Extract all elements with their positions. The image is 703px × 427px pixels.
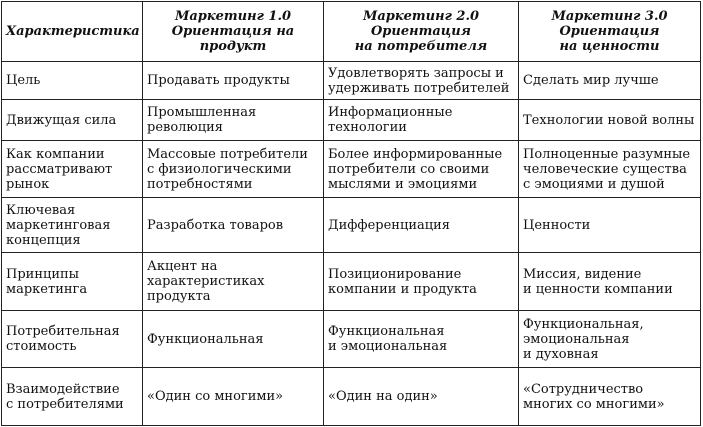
row-label: Ключевая маркетинговая концепция bbox=[2, 198, 143, 253]
table-cell: Информационные технологии bbox=[324, 100, 519, 141]
table-row bbox=[2, 253, 701, 311]
row-label: Взаимодействие с потребителями bbox=[2, 368, 143, 426]
table-row bbox=[2, 141, 701, 198]
header-marketing-3: Маркетинг 3.0 Ориентация на ценности bbox=[519, 2, 701, 62]
table-row bbox=[2, 368, 701, 426]
table-row bbox=[2, 198, 701, 253]
row-label: Потребительная стоимость bbox=[2, 311, 143, 368]
table-cell: Позиционирование компании и продукта bbox=[324, 253, 519, 311]
table-cell: Сделать мир лучше bbox=[519, 62, 701, 100]
table-cell: Функциональная bbox=[143, 311, 324, 368]
table-cell: Миссия, видение и ценности компании bbox=[519, 253, 701, 311]
table-cell: Дифференциация bbox=[324, 198, 519, 253]
marketing-comparison-table bbox=[1, 1, 701, 426]
table-cell: Функциональная, эмоциональная и духовная bbox=[519, 311, 701, 368]
table-cell: Промышленная революция bbox=[143, 100, 324, 141]
table-cell: Более информированные потребители со своими мыслями и эмоциями bbox=[324, 141, 519, 198]
table-row bbox=[2, 100, 701, 141]
table-cell: «Один на один» bbox=[324, 368, 519, 426]
table-row bbox=[2, 62, 701, 100]
table-cell: Разработка товаров bbox=[143, 198, 324, 253]
table-cell: «Один со многими» bbox=[143, 368, 324, 426]
header-marketing-1: Маркетинг 1.0 Ориентация на продукт bbox=[143, 2, 324, 62]
row-label: Принципы маркетинга bbox=[2, 253, 143, 311]
table-cell: «Сотрудничество многих со многими» bbox=[519, 368, 701, 426]
table-cell: Продавать продукты bbox=[143, 62, 324, 100]
table-cell: Удовлетворять запросы и удерживать потребителей bbox=[324, 62, 519, 100]
header-marketing-2: Маркетинг 2.0 Ориентация на потребителя bbox=[324, 2, 519, 62]
table-cell: Полноценные разумные человеческие существа с эмоциями и душой bbox=[519, 141, 701, 198]
row-label: Как компании рассматривают рынок bbox=[2, 141, 143, 198]
table-cell: Массовые потребители с физиологическими потребностями bbox=[143, 141, 324, 198]
table-cell: Акцент на характеристиках продукта bbox=[143, 253, 324, 311]
table-cell: Функциональная и эмоциональная bbox=[324, 311, 519, 368]
table-row bbox=[2, 311, 701, 368]
row-label: Движущая сила bbox=[2, 100, 143, 141]
header-row bbox=[2, 2, 701, 62]
header-characteristic: Характеристика bbox=[2, 2, 143, 62]
table-cell: Технологии новой волны bbox=[519, 100, 701, 141]
row-label: Цель bbox=[2, 62, 143, 100]
table-cell: Ценности bbox=[519, 198, 701, 253]
